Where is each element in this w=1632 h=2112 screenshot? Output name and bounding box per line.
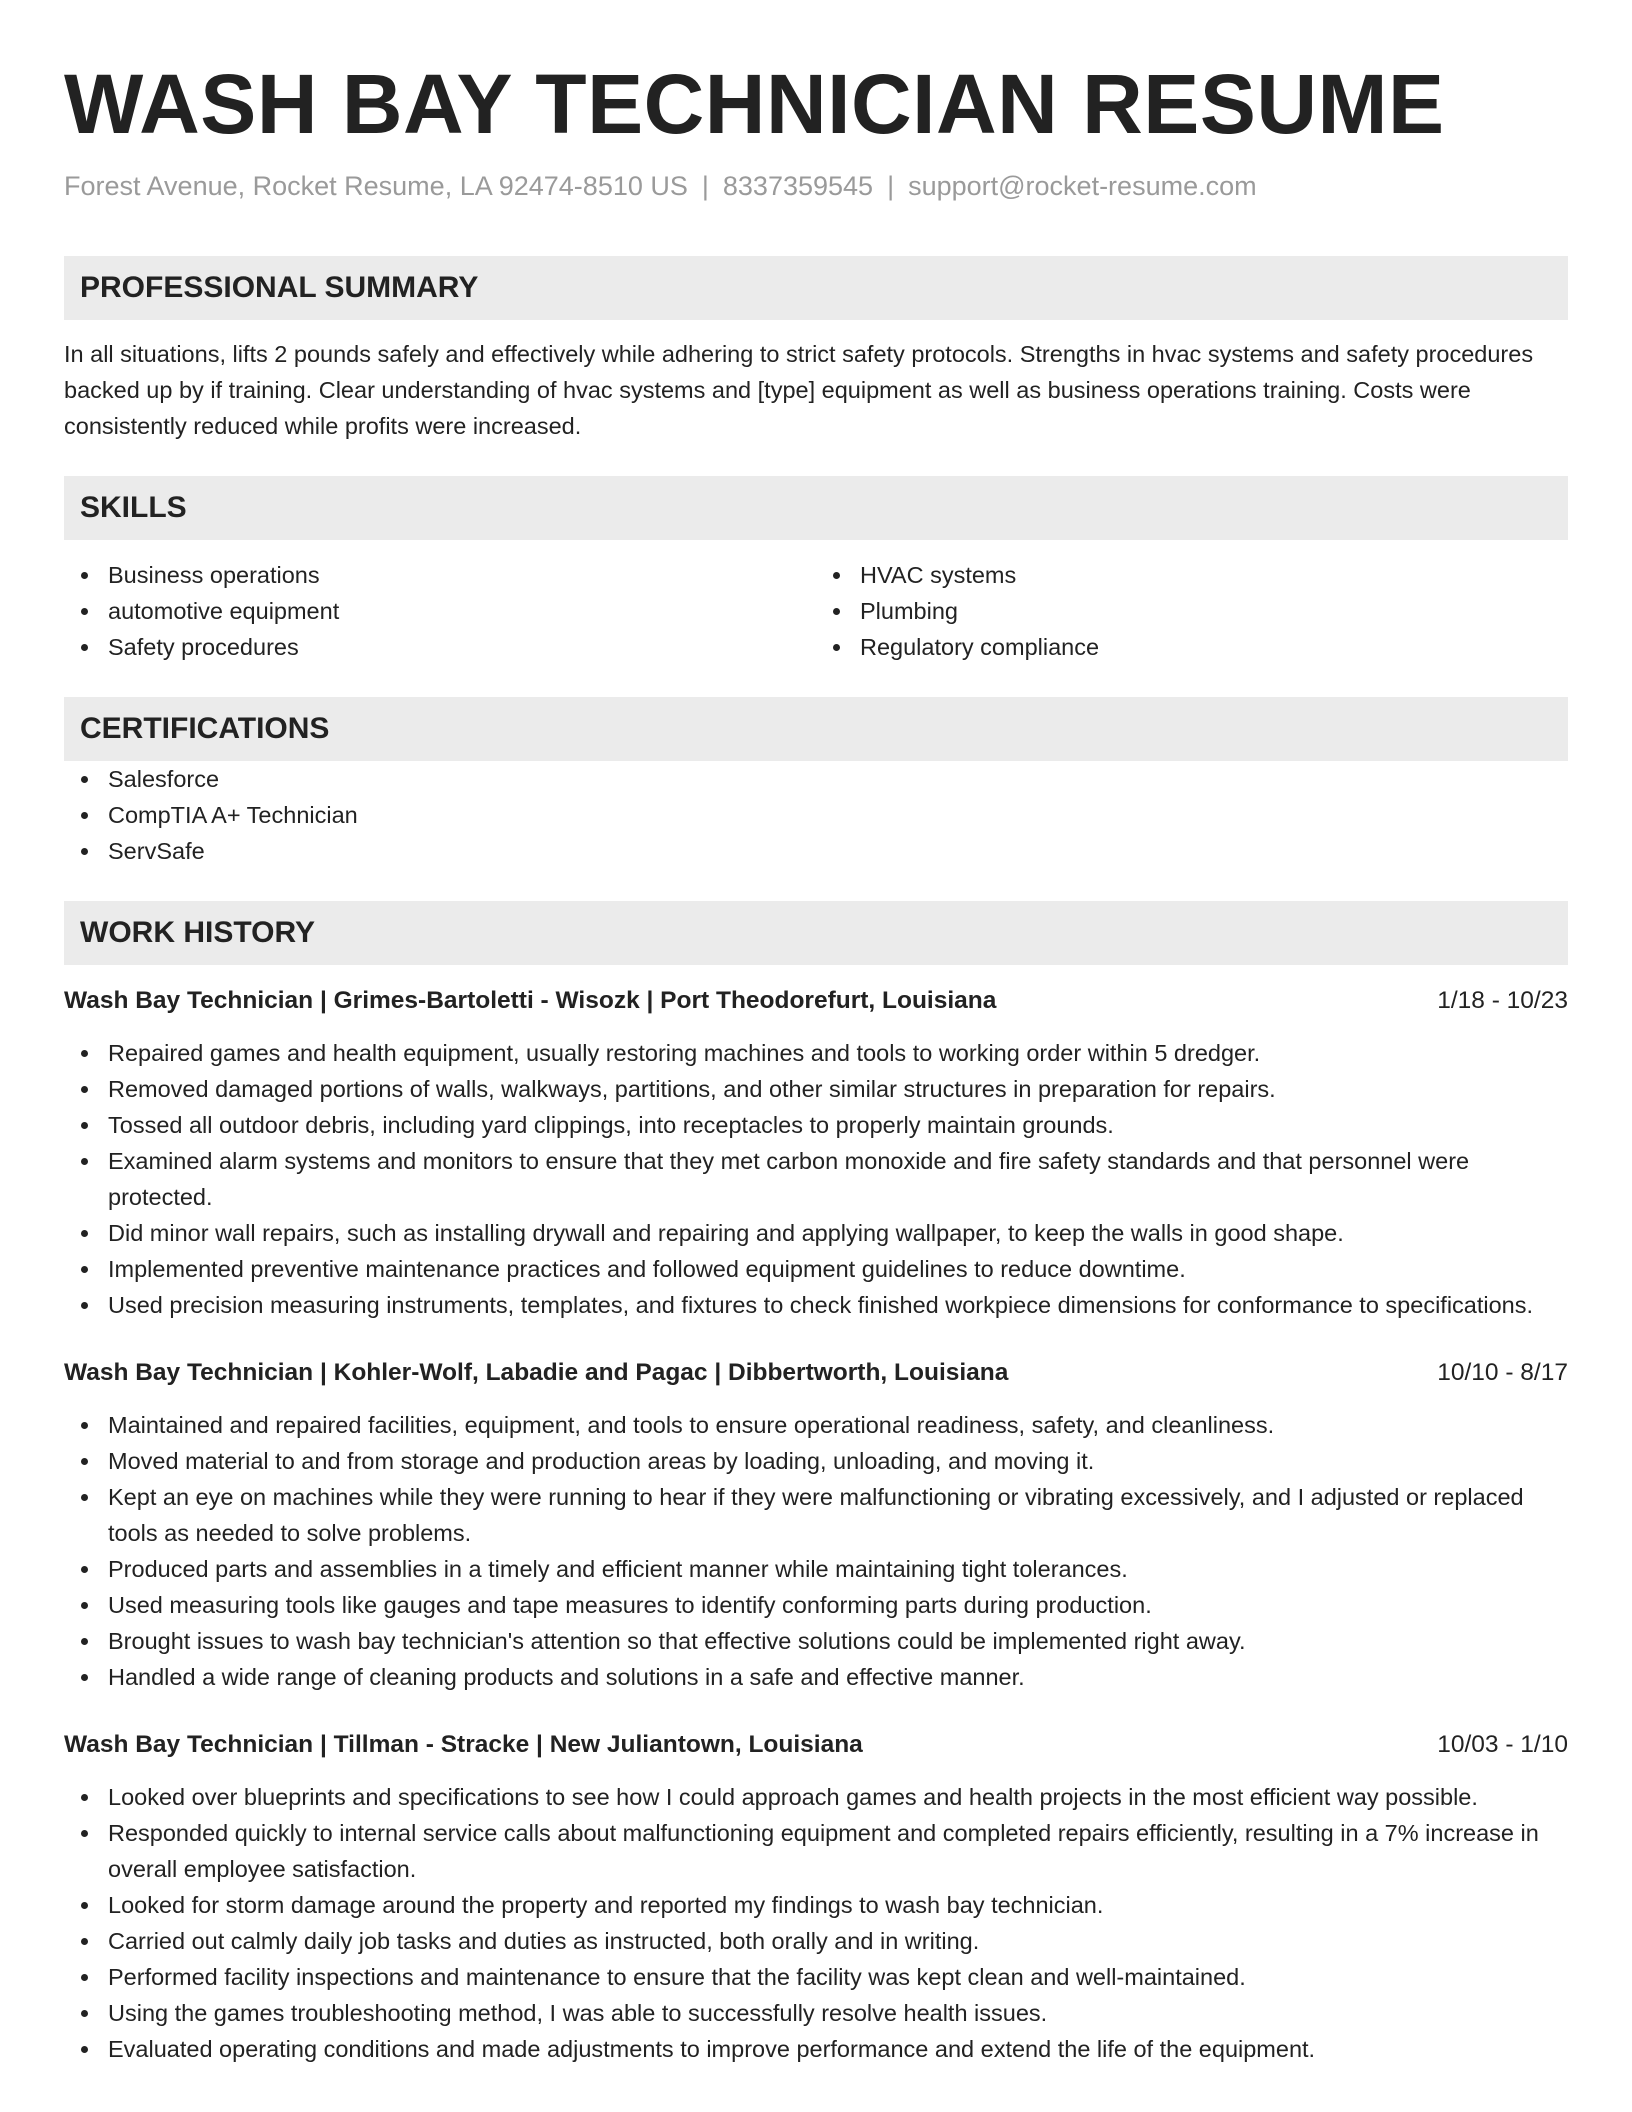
certification-item: Salesforce xyxy=(64,761,1568,797)
job-duty-item: Did minor wall repairs, such as installing drywall and repairing and applying wallpaper, to keep the walls in good shape. xyxy=(64,1215,1568,1251)
contact-separator: | xyxy=(701,171,709,201)
job-duty-item: Examined alarm systems and monitors to ensure that they met carbon monoxide and fire safety standards and that personnel were protected. xyxy=(64,1143,1568,1215)
skill-item: Plumbing xyxy=(816,593,1568,629)
skill-item: HVAC systems xyxy=(816,557,1568,593)
resume-title: WASH BAY TECHNICIAN RESUME xyxy=(64,57,1445,151)
job-title: Wash Bay Technician | Tillman - Stracke | New Juliantown, Louisiana xyxy=(64,1731,863,1758)
job-duty-item: Used precision measuring instruments, templates, and fixtures to check finished workpiece dimensions for conformance to specifications. xyxy=(64,1287,1568,1323)
summary-heading: PROFESSIONAL SUMMARY xyxy=(64,256,1568,320)
job-duty-item: Used measuring tools like gauges and tape measures to identify conforming parts during production. xyxy=(64,1587,1568,1623)
skill-item: Business operations xyxy=(64,557,816,593)
job-duty-item: Moved material to and from storage and production areas by loading, unloading, and moving it. xyxy=(64,1443,1568,1479)
skill-item: Regulatory compliance xyxy=(816,629,1568,665)
summary-text: In all situations, lifts 2 pounds safely and effectively while adhering to strict safety protocols. Strengths in hvac systems and safety procedures backed up by if training. Clear understanding of hvac systems and [type] equipment as well as business operations training. Costs were consistently reduced while profits were increased. xyxy=(64,341,1534,439)
job-duty-item: Handled a wide range of cleaning products and solutions in a safe and effective manner. xyxy=(64,1659,1568,1695)
skills-heading: SKILLS xyxy=(64,476,1568,540)
job-duty-item: Tossed all outdoor debris, including yard clippings, into receptacles to properly maintain grounds. xyxy=(64,1107,1568,1143)
contact-separator: | xyxy=(887,171,895,201)
work-history-heading: WORK HISTORY xyxy=(64,901,1568,965)
job-title: Wash Bay Technician | Kohler-Wolf, Labadie and Pagac | Dibbertworth, Louisiana xyxy=(64,1359,1009,1386)
certifications-heading: CERTIFICATIONS xyxy=(64,697,1568,761)
job-duty-item: Performed facility inspections and maintenance to ensure that the facility was kept clean and well-maintained. xyxy=(64,1959,1568,1995)
job-dates: 1/18 - 10/23 xyxy=(1437,987,1568,1014)
job-duty-item: Responded quickly to internal service calls about malfunctioning equipment and completed repairs efficiently, resulting in a 7% increase in overall employee satisfaction. xyxy=(64,1815,1568,1887)
job-header xyxy=(64,983,1568,1019)
job-entry xyxy=(64,1355,1568,1695)
contact-address: Forest Avenue, Rocket Resume, LA 92474-8510 US xyxy=(64,171,688,201)
certification-item: CompTIA A+ Technician xyxy=(64,797,1568,833)
job-duty-item: Removed damaged portions of walls, walkways, partitions, and other similar structures in preparation for repairs. xyxy=(64,1071,1568,1107)
job-duty-item: Kept an eye on machines while they were running to hear if they were malfunctioning or vibrating excessively, and I adjusted or replaced tools as needed to solve problems. xyxy=(64,1479,1568,1551)
skill-item: Safety procedures xyxy=(64,629,816,665)
skills-list xyxy=(64,557,1568,665)
job-duty-item: Brought issues to wash bay technician's attention so that effective solutions could be implemented right away. xyxy=(64,1623,1568,1659)
contact-email: support@rocket-resume.com xyxy=(908,171,1257,201)
job-duty-item: Maintained and repaired facilities, equipment, and tools to ensure operational readiness, safety, and cleanliness. xyxy=(64,1407,1568,1443)
skills-column-left xyxy=(64,557,816,665)
job-dates: 10/03 - 1/10 xyxy=(1437,1731,1568,1758)
skill-item: automotive equipment xyxy=(64,593,816,629)
skills-column-right xyxy=(816,557,1568,665)
job-duty-item: Looked for storm damage around the property and reported my findings to wash bay technician. xyxy=(64,1887,1568,1923)
job-title: Wash Bay Technician | Grimes-Bartoletti - Wisozk | Port Theodorefurt, Louisiana xyxy=(64,987,997,1014)
job-duty-item: Repaired games and health equipment, usually restoring machines and tools to working order within 5 dredger. xyxy=(64,1035,1568,1071)
job-duty-item: Using the games troubleshooting method, I was able to successfully resolve health issues. xyxy=(64,1995,1568,2031)
job-duties-list xyxy=(64,1407,1568,1695)
job-duty-item: Carried out calmly daily job tasks and duties as instructed, both orally and in writing. xyxy=(64,1923,1568,1959)
job-entry xyxy=(64,983,1568,1323)
job-header xyxy=(64,1727,1568,1763)
contact-phone: 8337359545 xyxy=(722,171,874,201)
job-duty-item: Looked over blueprints and specifications to see how I could approach games and health projects in the most efficient way possible. xyxy=(64,1779,1568,1815)
job-duty-item: Produced parts and assemblies in a timely and efficient manner while maintaining tight tolerances. xyxy=(64,1551,1568,1587)
contact-line xyxy=(64,168,1568,204)
job-dates: 10/10 - 8/17 xyxy=(1437,1359,1568,1386)
job-duties-list xyxy=(64,1035,1568,1323)
job-duties-list xyxy=(64,1779,1568,2067)
job-duty-item: Evaluated operating conditions and made adjustments to improve performance and extend the life of the equipment. xyxy=(64,2031,1568,2067)
job-header xyxy=(64,1355,1568,1391)
certifications-list xyxy=(64,761,1568,869)
job-entry xyxy=(64,1727,1568,2067)
job-duty-item: Implemented preventive maintenance practices and followed equipment guidelines to reduce downtime. xyxy=(64,1251,1568,1287)
certification-item: ServSafe xyxy=(64,833,1568,869)
